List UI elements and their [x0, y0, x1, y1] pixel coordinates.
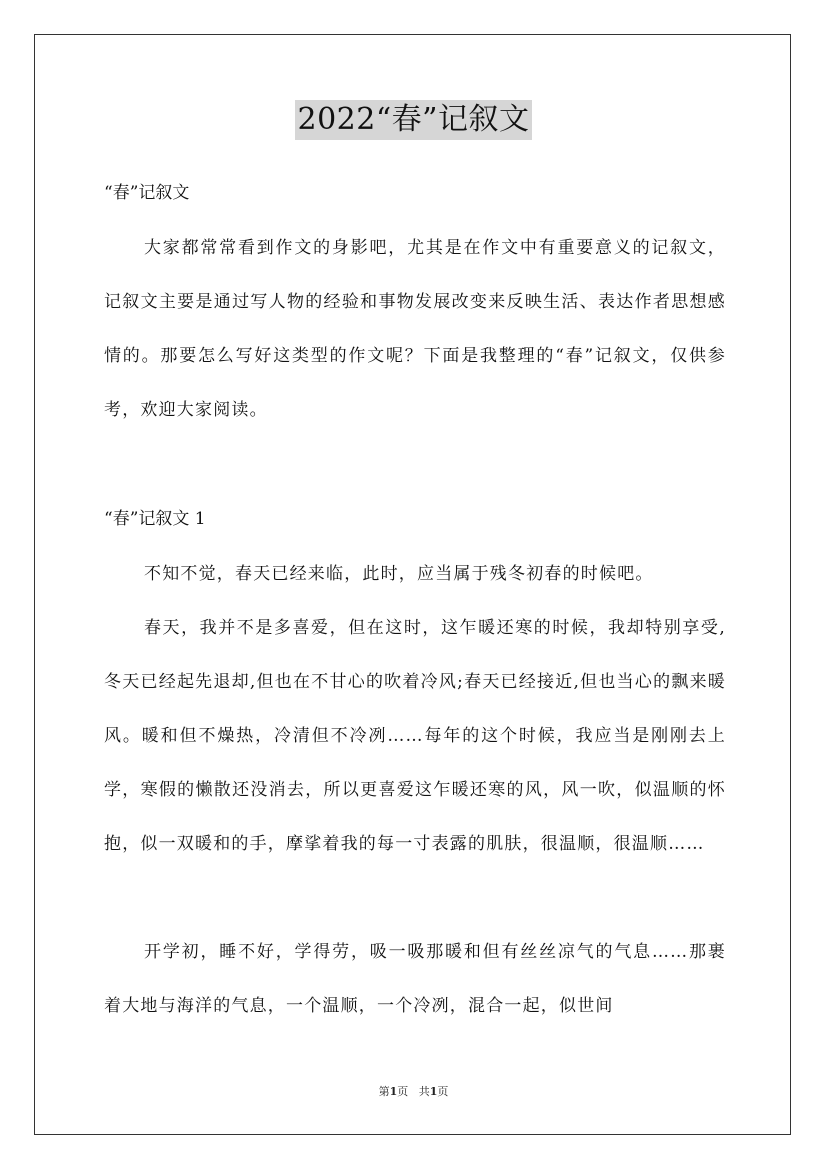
- page-prefix: 第: [378, 1085, 390, 1098]
- page-number: 1: [389, 1085, 398, 1098]
- total-prefix: 共: [418, 1085, 430, 1098]
- title-container: [0, 100, 827, 140]
- intro-paragraph: 大家都常常看到作文的身影吧，尤其是在作文中有重要意义的记叙文，记叙文主要是通过写人物的经验和事物发展改变来反映生活、表达作者思想感情的。那要怎么写好这类型的作文呢？下面是我整理的“春”记叙文，仅供参考，欢迎大家阅读。: [104, 238, 726, 420]
- section-heading: “春”记叙文 1: [104, 509, 206, 529]
- total-suffix: 页: [437, 1085, 449, 1098]
- document-title: 2022“春”记叙文: [295, 100, 531, 140]
- intro-heading: “春”记叙文: [104, 183, 190, 203]
- total-pages: 1: [429, 1085, 438, 1098]
- page-footer: [0, 1084, 827, 1100]
- body-paragraph-1: 不知不觉，春天已经来临，此时，应当属于残冬初春的时候吧。: [144, 564, 654, 584]
- page-suffix: 页: [397, 1085, 409, 1098]
- body-paragraph-3: 开学初，睡不好，学得劳，吸一吸那暖和但有丝丝凉气的气息……那裹着大地与海洋的气息，一个温顺，一个冷冽，混合一起，似世间: [104, 942, 726, 1016]
- body-paragraph-2: 春天，我并不是多喜爱，但在这时，这乍暖还寒的时候，我却特别享受,冬天已经起先退却,但也在不甘心的吹着冷风;春天已经接近,但也当心的飘来暖风。暖和但不燥热，冷清但不冷冽……每年的这个时候，我应当是刚刚去上学，寒假的懒散还没消去，所以更喜爱这乍暖还寒的风，风一吹，似温顺的怀抱，似一双暖和的手，摩挲着我的每一寸表露的肌肤，很温顺，很温顺……: [104, 618, 726, 854]
